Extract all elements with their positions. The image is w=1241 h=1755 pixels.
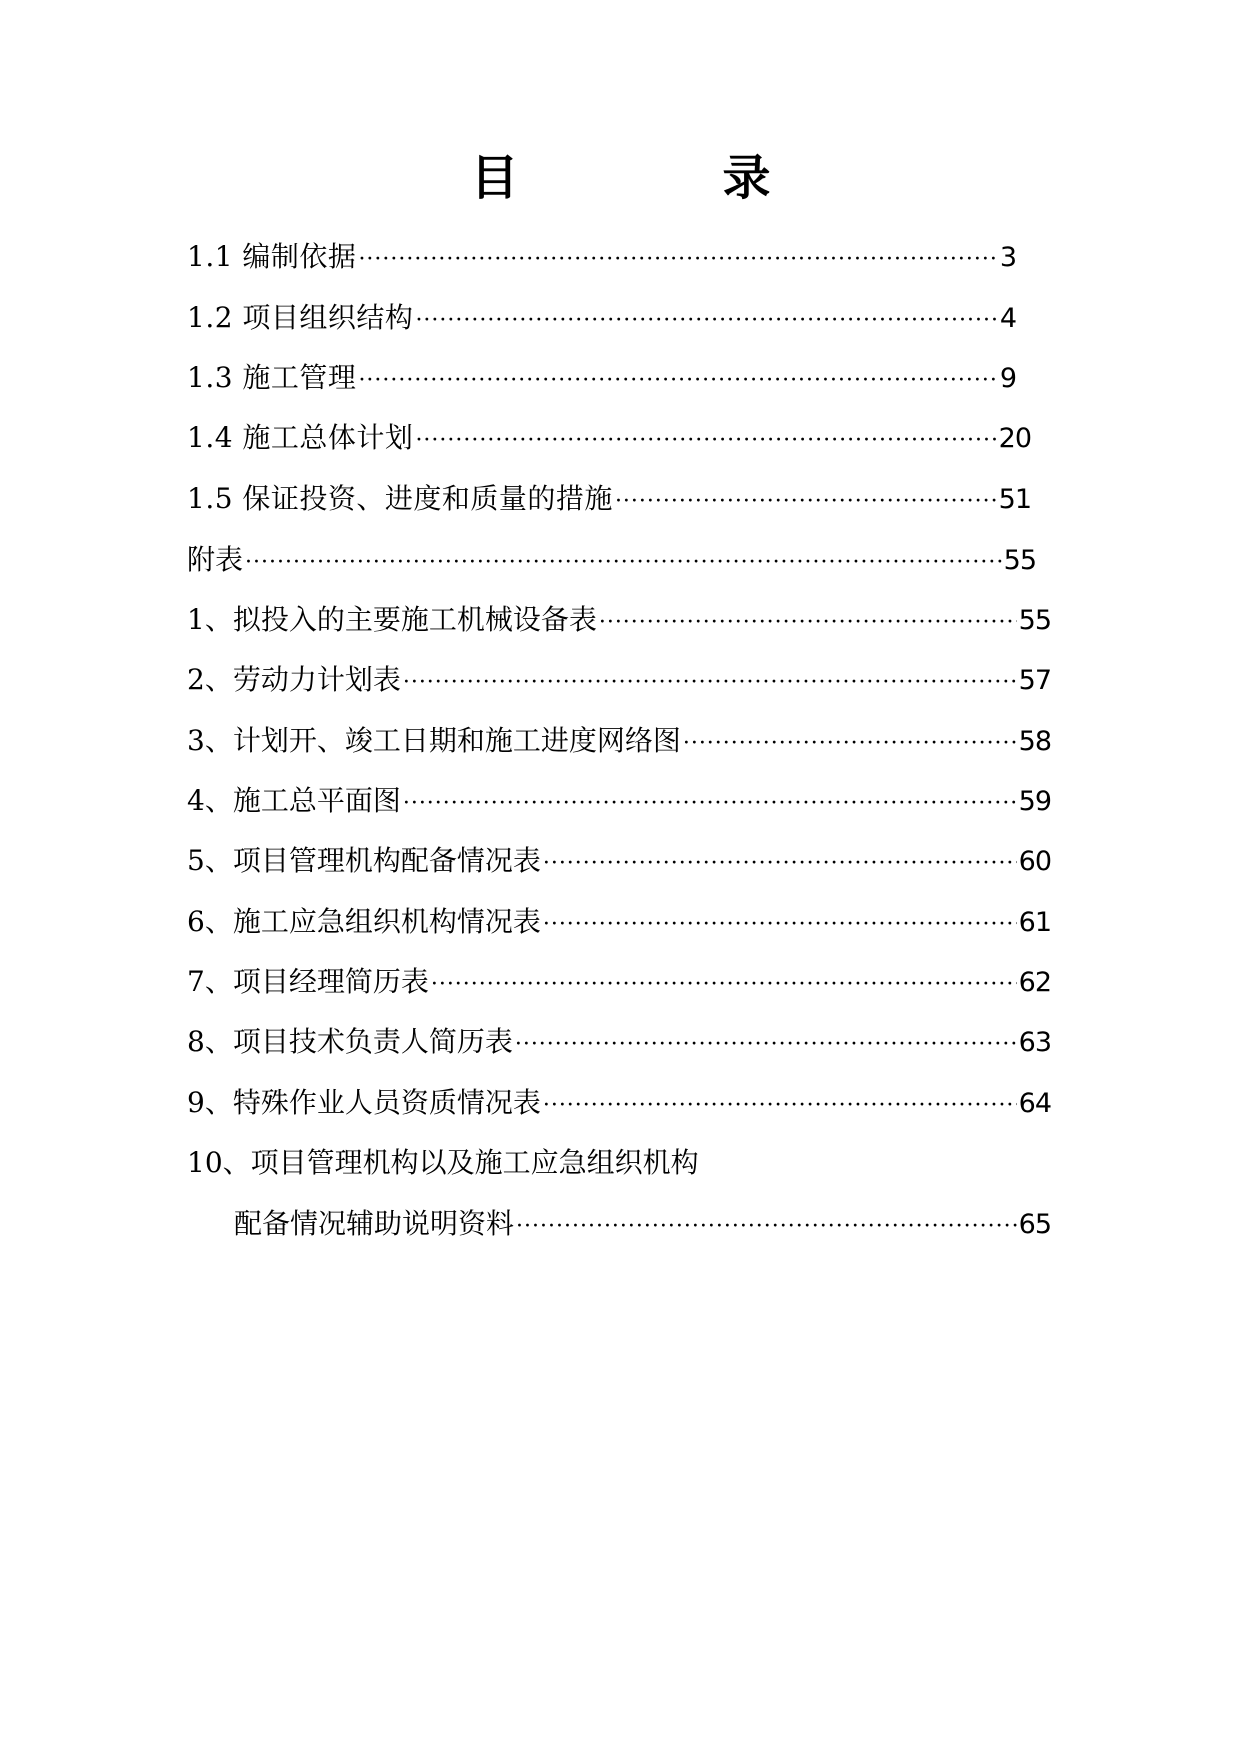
toc-dot-leader xyxy=(358,240,997,280)
toc-entry xyxy=(187,1083,1051,1123)
toc-entry xyxy=(187,237,1016,277)
toc-entry xyxy=(187,721,1051,761)
toc-entry-page: 20 xyxy=(998,423,1031,454)
toc-entry-label: 7、项目经理简历表 xyxy=(187,965,429,998)
toc-entry xyxy=(187,660,1051,700)
toc-entry-label: 附表 xyxy=(187,543,244,576)
toc-entry-page: 58 xyxy=(1018,726,1051,757)
toc-entry xyxy=(187,781,1051,821)
toc-entry xyxy=(187,1022,1051,1062)
toc-entry-label: 1.1 编制依据 xyxy=(187,240,357,273)
toc-entry xyxy=(187,902,1051,942)
toc-dot-leader xyxy=(543,1086,1017,1126)
toc-entry-label: 1.4 施工总体计划 xyxy=(187,421,414,454)
toc-entry-page: 59 xyxy=(1018,786,1051,817)
toc-entry-page: 51 xyxy=(998,484,1031,515)
toc-entry-label: 6、施工应急组织机构情况表 xyxy=(187,905,541,938)
toc-entry-page: 65 xyxy=(1018,1209,1051,1240)
toc-entry-label: 配备情况辅助说明资料 xyxy=(234,1207,515,1240)
toc-entry-label: 10、项目管理机构以及施工应急组织机构 xyxy=(187,1146,699,1179)
toc-entry-label: 4、施工总平面图 xyxy=(187,784,401,817)
toc-entry-continuation xyxy=(234,1204,1051,1244)
toc-entry xyxy=(187,600,1051,640)
toc-dot-leader xyxy=(543,844,1017,884)
toc-entry xyxy=(187,298,1016,338)
toc-entry xyxy=(187,841,1051,881)
toc-entry-label: 1.2 项目组织结构 xyxy=(187,301,414,334)
toc-entry-label: 8、项目技术负责人简历表 xyxy=(187,1025,513,1058)
toc-entry xyxy=(187,358,1016,398)
toc-dot-leader xyxy=(431,965,1017,1005)
toc-entry-page: 64 xyxy=(1018,1088,1051,1119)
toc-entry-page: 4 xyxy=(999,303,1016,334)
toc-entry-label: 1.5 保证投资、进度和质量的措施 xyxy=(187,482,613,515)
toc-title: 目 录 xyxy=(470,150,849,206)
toc-entry-page: 55 xyxy=(1003,545,1036,576)
toc-entry xyxy=(187,962,1051,1002)
toc-entry xyxy=(187,418,1031,458)
toc-entry-page: 9 xyxy=(999,363,1016,394)
toc-entry-label: 9、特殊作业人员资质情况表 xyxy=(187,1086,541,1119)
toc-dot-leader xyxy=(516,1207,1017,1247)
toc-entry-page: 3 xyxy=(999,242,1016,273)
toc-dot-leader xyxy=(543,905,1017,945)
toc-entry-page: 62 xyxy=(1018,967,1051,998)
toc-entry-label: 3、计划开、竣工日期和施工进度网络图 xyxy=(187,724,681,757)
toc-dot-leader xyxy=(615,482,997,522)
toc-dot-leader xyxy=(403,663,1017,703)
toc-entry-label: 1.3 施工管理 xyxy=(187,361,357,394)
toc-entry-page: 57 xyxy=(1018,665,1051,696)
toc-dot-leader xyxy=(245,543,1002,583)
toc-dot-leader xyxy=(683,724,1017,764)
toc-entry xyxy=(187,540,1036,580)
toc-dot-leader xyxy=(358,361,997,401)
toc-dot-leader xyxy=(403,784,1017,824)
toc-entry-label: 2、劳动力计划表 xyxy=(187,663,401,696)
toc-entry-label: 1、拟投入的主要施工机械设备表 xyxy=(187,603,597,636)
toc-entry xyxy=(187,479,1031,519)
toc-entry-page: 61 xyxy=(1018,907,1051,938)
toc-dot-leader xyxy=(515,1025,1017,1065)
toc-entry-first-line xyxy=(187,1143,1051,1183)
toc-entry-page: 63 xyxy=(1018,1027,1051,1058)
toc-dot-leader xyxy=(415,421,996,461)
toc-entry-label: 5、项目管理机构配备情况表 xyxy=(187,844,541,877)
toc-dot-leader xyxy=(415,301,997,341)
toc-entry-page: 55 xyxy=(1018,605,1051,636)
toc-dot-leader xyxy=(599,603,1017,643)
toc-entry-page: 60 xyxy=(1018,846,1051,877)
